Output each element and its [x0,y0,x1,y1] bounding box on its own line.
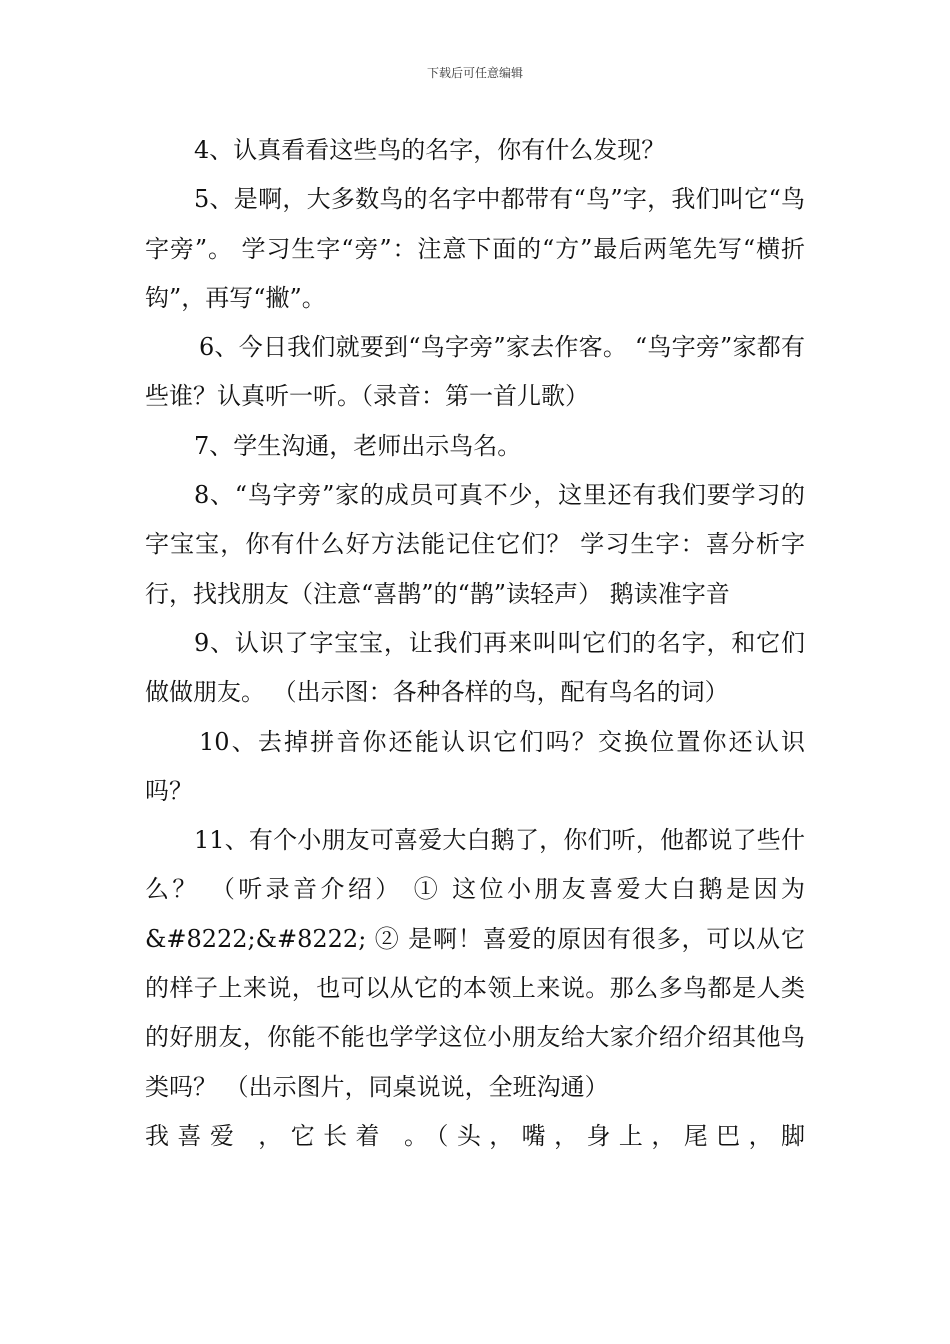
paragraph-4: 4、认真看看这些鸟的名字，你有什么发现？ [194,136,666,164]
page-header: 下载后可任意编辑 [426,66,523,80]
paragraph-11: 11、有个小朋友可喜爱大白鹅了，你们听，他都说了些什么？ （听录音介绍） ① 这位小朋友喜爱大白鹅是因为&#8222;&#8222; ② 是啊！喜爱的原因有很多，可以从它的样子上来说，也可以从它的本领上来说。那么多鸟都是人类的好朋友，你能不能也学学这位小朋友给大家介绍介绍其他鸟类吗？ （出示图片，同桌说说，全班沟通） [145,826,805,1101]
paragraph-sentence-frame: 我喜爱 ，它长着 。（头，嘴，身上，尾巴，脚 [145,1121,805,1150]
paragraph-6: 6、今日我们就要到“鸟字旁”家去作客。 “鸟字旁”家都有些谁？认真听一听。（录音：第一首儿歌） [145,333,805,411]
paragraph-8: 8、“鸟字旁”家的成员可真不少，这里还有我们要学习的字宝宝，你有什么好方法能记住它们？ 学习生字：喜分析字行，找找朋友（注意“喜鹊”的“鹊”读轻声） 鹅读准字音 [145,481,805,608]
paragraph-9: 9、认识了字宝宝，让我们再来叫叫它们的名字，和它们做做朋友。 （出示图：各种各样的鸟，配有鸟名的词） [145,628,805,707]
document-body [145,126,805,1161]
paragraph-5: 5、是啊，大多数鸟的名字中都带有“鸟”字，我们叫它“鸟字旁”。 学习生字“旁”：注意下面的“方”最后两笔先写“横折钩”，再写“撇”。 [145,185,805,312]
paragraph-10: 10、去掉拼音你还能认识它们吗？交换位置你还认识吗？ [145,727,805,805]
paragraph-7: 7、学生沟通，老师出示鸟名。 [194,431,522,460]
